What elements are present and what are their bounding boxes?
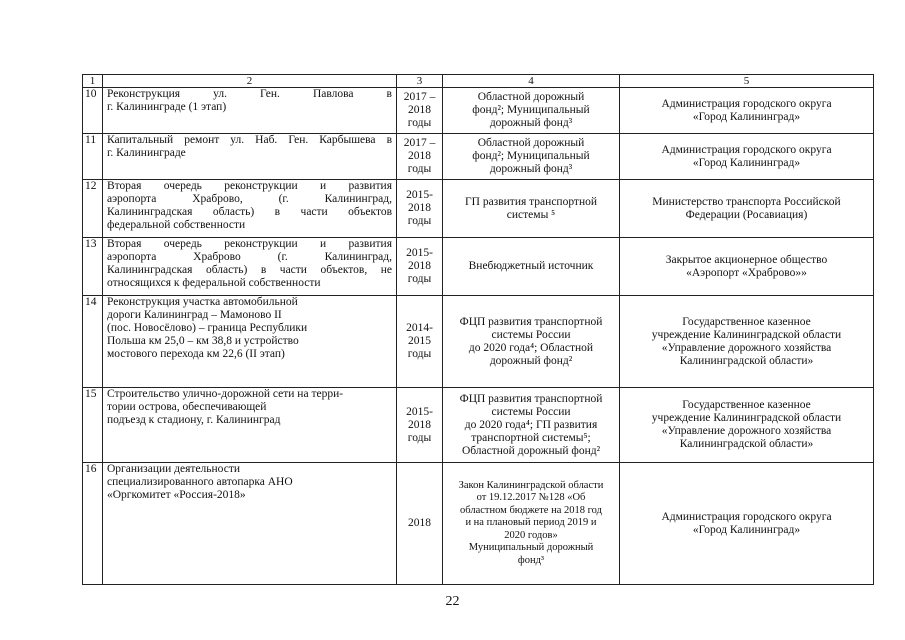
org-line: Администрация городского округа <box>661 97 832 110</box>
years-line: 2018 <box>408 150 431 162</box>
org-line: «Город Калининград» <box>692 110 801 123</box>
table-row <box>83 180 874 238</box>
project-name <box>103 463 397 585</box>
source-line: дорожный фонд³ <box>489 163 573 175</box>
row-number: 15 <box>83 388 103 463</box>
table-header-row <box>83 75 874 88</box>
table-row <box>83 88 874 134</box>
org-line: «Управление дорожного хозяйства <box>661 341 832 354</box>
years-line: 2017 – <box>403 91 436 103</box>
funding-source <box>443 296 620 388</box>
source-line: Муниципальный дорожный <box>468 542 594 554</box>
project-name-line: Калининградская область) в части объектов <box>107 206 392 218</box>
project-name <box>103 388 397 463</box>
project-name-line: федеральной собственности <box>107 219 246 231</box>
row-number: 12 <box>83 180 103 238</box>
table-row <box>83 463 874 585</box>
source-line: Областной дорожный <box>477 137 585 149</box>
org-line: «Город Калининград» <box>692 523 801 536</box>
project-name <box>103 180 397 238</box>
responsible-org <box>620 463 874 585</box>
org-line: Закрытое акционерное общество <box>665 253 828 266</box>
project-name-line: Калининградская область) в части объектов, не <box>107 264 392 276</box>
source-line: Областной дорожный <box>477 91 585 103</box>
header-cell-1: 1 <box>83 75 103 88</box>
years-line: 2015- <box>406 189 433 201</box>
project-name-line: (пос. Новосёлово) – граница Республики <box>107 322 308 334</box>
responsible-org <box>620 134 874 180</box>
header-cell-3: 3 <box>397 75 443 88</box>
row-number: 10 <box>83 88 103 134</box>
source-line: дорожный фонд² <box>489 354 573 367</box>
org-line: Федерации (Росавиация) <box>685 208 808 221</box>
project-years <box>397 88 443 134</box>
project-name-line: Реконструкция ул. Ген. Павлова в <box>107 88 392 100</box>
source-line: системы России <box>491 405 571 418</box>
table-row <box>83 238 874 296</box>
responsible-org <box>620 88 874 134</box>
source-line: 2020 годов» <box>504 529 558 541</box>
org-line: Государственное казенное <box>682 315 811 328</box>
years-line: 2015 <box>408 335 431 347</box>
funding-source <box>443 388 620 463</box>
responsible-org <box>620 388 874 463</box>
header-cell-5: 5 <box>620 75 874 88</box>
source-line: до 2020 года⁴; Областной <box>468 341 594 354</box>
project-name <box>103 238 397 296</box>
org-line: «Город Калининград» <box>692 156 801 169</box>
org-line: Министерство транспорта Российской <box>652 195 841 208</box>
years-line: 2018 <box>408 418 431 431</box>
funding-source <box>443 180 620 238</box>
project-years <box>397 134 443 180</box>
project-name-line: подъезд к стадиону, г. Калининград <box>107 414 281 426</box>
project-name-line: аэропорта Храброво (г. Калининград, <box>107 251 392 263</box>
org-line: «Аэропорт «Храброво»» <box>686 266 807 279</box>
org-line: Калининградской области» <box>679 438 814 450</box>
org-line: учреждение Калининградской области <box>651 412 842 424</box>
project-name-line: аэропорта Храброво, (г. Калининград, <box>107 193 392 205</box>
years-line: 2015- <box>406 247 433 259</box>
project-name-line: Польша км 25,0 – км 38,8 и устройство <box>107 335 299 347</box>
responsible-org <box>620 180 874 238</box>
project-name-line: специализированного автопарка АНО <box>107 476 293 488</box>
project-name-line: г. Калининграде <box>107 147 186 159</box>
project-name <box>103 296 397 388</box>
project-name <box>103 134 397 180</box>
funding-source <box>443 238 620 296</box>
org-line: учреждение Калининградской области <box>651 328 842 341</box>
years-line: 2015- <box>406 405 433 418</box>
funding-source <box>443 88 620 134</box>
source-line: ГП развития транспортной <box>464 195 598 208</box>
project-name-line: Организации деятельности <box>107 463 241 475</box>
project-years <box>397 463 443 585</box>
project-years <box>397 180 443 238</box>
source-line: системы России <box>491 328 571 341</box>
project-name-line: мостового перехода км 22,6 (II этап) <box>107 348 285 360</box>
source-line: областном бюджете на 2018 год <box>460 504 602 516</box>
project-name-line: относящихся к федеральной собственности <box>107 277 321 289</box>
table-row <box>83 388 874 463</box>
org-line: Администрация городского округа <box>661 143 832 156</box>
header-cell-4: 4 <box>443 75 620 88</box>
years-line: годы <box>407 348 432 360</box>
project-years <box>397 238 443 296</box>
page-number: 22 <box>445 594 460 609</box>
project-name-line: Вторая очередь реконструкции и развития <box>107 238 392 250</box>
org-line: Администрация городского округа <box>661 510 832 523</box>
project-name-line: Капитальный ремонт ул. Наб. Ген. Карбышева в <box>107 134 392 146</box>
row-number: 16 <box>83 463 103 585</box>
project-years <box>397 296 443 388</box>
source-line: ФЦП развития транспортной <box>459 392 603 405</box>
source-line: фонд²; Муниципальный <box>472 150 590 162</box>
projects-table <box>82 74 874 585</box>
years-line: 2017 – <box>403 137 436 149</box>
source-line: до 2020 года⁴; ГП развития <box>464 418 598 431</box>
project-name-line: дороги Калининград – Мамоново II <box>107 309 282 321</box>
project-name-line: г. Калининграде (1 этап) <box>107 101 227 113</box>
years-line: годы <box>407 117 432 129</box>
project-name-line: Строительство улично-дорожной сети на терри- <box>107 388 344 400</box>
years-line: 2018 <box>408 202 431 214</box>
years-line: годы <box>407 163 432 175</box>
source-line: Областной дорожный фонд² <box>461 444 601 457</box>
source-line: ФЦП развития транспортной <box>459 315 603 328</box>
source-line: системы ⁵ <box>506 208 556 221</box>
org-line: «Управление дорожного хозяйства <box>661 425 832 437</box>
source-line: фонд²; Муниципальный <box>472 104 590 116</box>
project-years <box>397 388 443 463</box>
org-line: Калининградской области» <box>679 354 814 367</box>
responsible-org <box>620 238 874 296</box>
years-line: 2014- <box>406 322 433 334</box>
source-line: Закон Калининградской области <box>458 479 604 491</box>
org-line: Государственное казенное <box>682 399 811 411</box>
years-line: 2018 <box>408 260 431 272</box>
project-name-line: Реконструкция участка автомобильной <box>107 296 298 308</box>
project-name-line: тории острова, обеспечивающей <box>107 401 267 413</box>
row-number: 14 <box>83 296 103 388</box>
table-row <box>83 296 874 388</box>
project-name-line: Вторая очередь реконструкции и развития <box>107 180 392 192</box>
years-line: 2018 <box>408 517 431 529</box>
source-line: транспортной системы⁵; <box>471 431 591 444</box>
source-line: и на плановый период 2019 и <box>465 517 597 529</box>
years-line: 2018 <box>408 104 431 116</box>
row-number: 11 <box>83 134 103 180</box>
funding-source <box>443 134 620 180</box>
table-row <box>83 134 874 180</box>
source-line: Внебюджетный источник <box>468 260 594 272</box>
years-line: годы <box>407 431 432 444</box>
years-line: годы <box>407 215 432 227</box>
row-number: 13 <box>83 238 103 296</box>
responsible-org <box>620 296 874 388</box>
source-line: от 19.12.2017 №128 «Об <box>476 492 586 504</box>
source-line: фонд³ <box>517 554 545 566</box>
source-line: дорожный фонд³ <box>489 117 573 129</box>
project-name-line: «Оргкомитет «Россия-2018» <box>107 489 246 501</box>
years-line: годы <box>407 273 432 285</box>
funding-source <box>443 463 620 585</box>
header-cell-2: 2 <box>103 75 397 88</box>
project-name <box>103 88 397 134</box>
